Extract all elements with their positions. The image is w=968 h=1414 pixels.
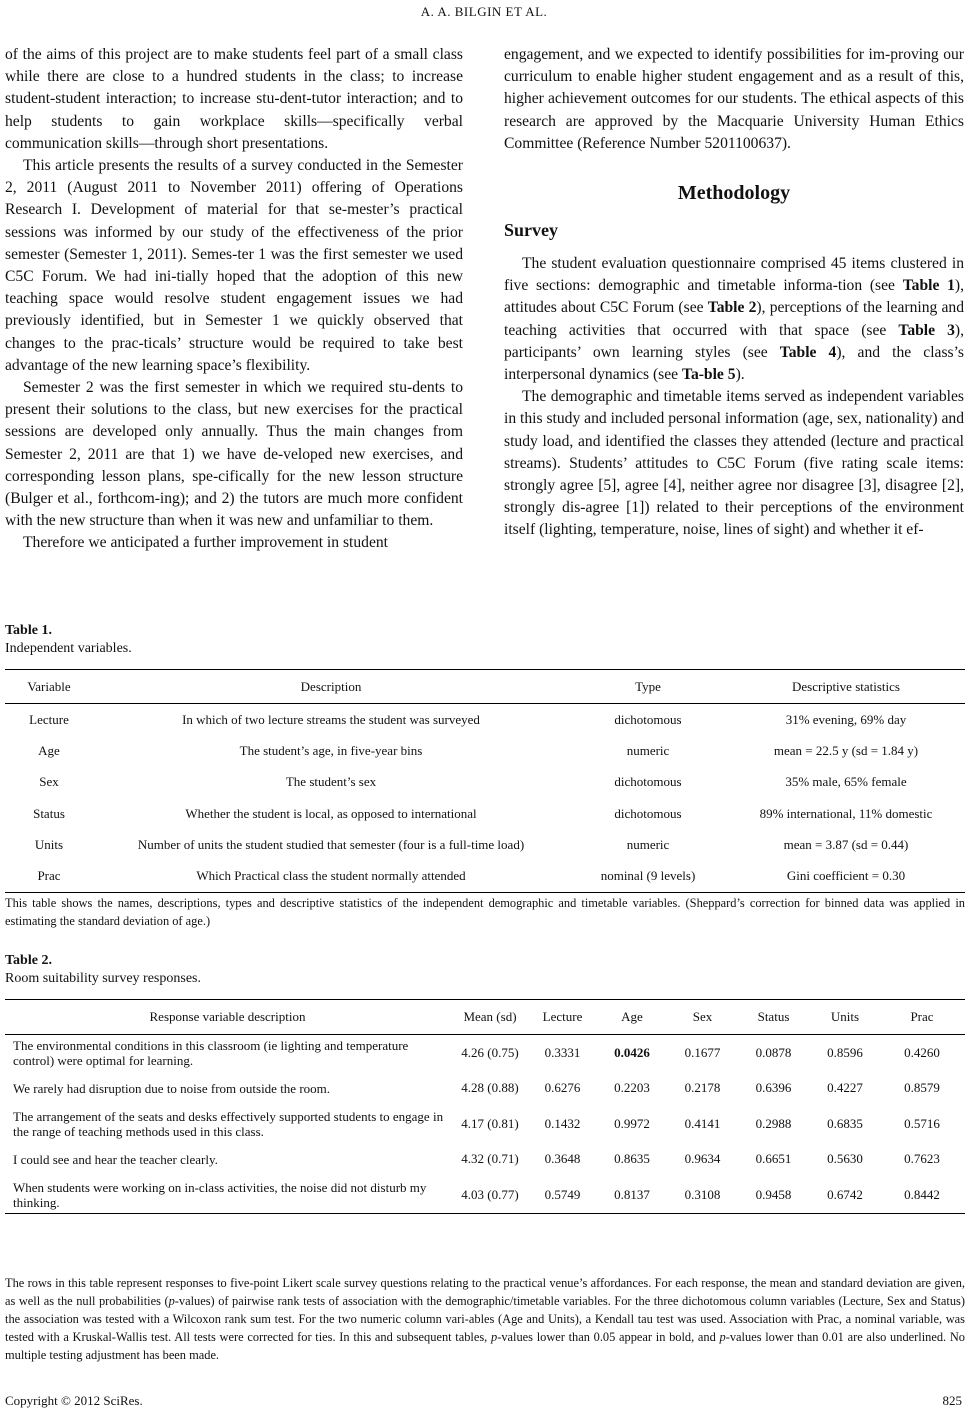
p-symbol: p (491, 1330, 498, 1344)
table-cell: Whether the student is local, as opposed to international (185, 805, 477, 821)
p-symbol: p (168, 1294, 175, 1308)
table1-label: Table 1. (5, 623, 52, 638)
footer-page-number: 825 (942, 1393, 962, 1408)
table-cell: 0.0878 (755, 1044, 792, 1060)
right-column (504, 44, 964, 542)
table-cell: 0.3648 (544, 1151, 581, 1167)
response-description: When students were working on in-class activities, the noise did not disturb my thinking. (5, 1177, 450, 1213)
table-cell: 0.2203 (614, 1080, 650, 1096)
text-span: ). (735, 366, 745, 384)
text-span: The student evaluation questionnaire comprised 45 items clustered in five sections: demographic and timetable informa-tion (see (504, 255, 964, 295)
text-span: ), attitudes about C5C Forum (see (504, 277, 964, 317)
table-row (5, 860, 965, 892)
text-span: -values lower than 0.05 appear in bold, and (497, 1330, 720, 1344)
column-header: Mean (sd) (450, 1000, 530, 1035)
table-cell: 0.4260 (904, 1044, 940, 1060)
table-ref: Table 2 (707, 299, 757, 317)
table1-caption (5, 622, 132, 658)
response-description: We rarely had disruption due to noise from outside the room. (13, 1080, 331, 1096)
table-cell: 0.3108 (669, 1177, 736, 1213)
p-symbol: p (719, 1330, 726, 1344)
table-cell: 0.9972 (614, 1115, 650, 1131)
table-cell: 0.9458 (736, 1177, 811, 1213)
table-cell: 0.5630 (827, 1151, 863, 1167)
table-cell: 89% international, 11% domestic (759, 805, 933, 821)
table1-note: This table shows the names, descriptions, types and descriptive statistics of the independent demographic and timetable variables. (Sheppard’s correction for binned data was applied in estimating the standard deviation of age.) (5, 896, 965, 928)
response-description: I could see and hear the teacher clearly. (13, 1151, 218, 1167)
table-cell: dichotomous (614, 774, 682, 790)
section-title: Methodology (677, 182, 791, 205)
body-paragraph (504, 253, 964, 386)
table-cell: 4.17 (0.81) (461, 1115, 519, 1131)
table-cell: 0.6742 (811, 1177, 879, 1213)
body-paragraph: This article presents the results of a survey conducted in the Semester 2, 2011 (August 2011 to November 2011) offering of Operations Research I. Development of material for that se-mester’s practical sessions was informed by our study of the effectiveness of the prior semester (Semester 1, 2011). Semes-ter 1 was the first semester we used C5C Forum. We had ini-tially hoped that the adoption of this new teaching space would resolve student engagement issues we had previously identified, but in Semester 1 we quickly observed that changes to the prac-ticals’ structure would be required to take best advantage of the new learning space’s flexibility. (5, 157, 463, 374)
column-header: Age (595, 1000, 669, 1035)
response-description: The arrangement of the seats and desks effectively supported students to engage in the range of teaching methods used in this class. (13, 1108, 444, 1139)
column-header: Sex (669, 1000, 736, 1035)
table-cell: The student’s age, in five-year bins (239, 742, 423, 758)
table-cell: Gini coefficient = 0.30 (727, 860, 965, 892)
column-header: Status (736, 1000, 811, 1035)
column-header: Lecture (530, 1000, 595, 1035)
table-row (5, 1106, 965, 1142)
table2-title: Room suitability survey responses. (5, 971, 201, 986)
table-cell: Lecture (29, 711, 69, 727)
table-cell: 0.6276 (544, 1080, 581, 1096)
left-column (5, 44, 463, 555)
table-ref: Table 3 (898, 321, 955, 339)
response-description: The environmental conditions in this classroom (ie lighting and temperature control) were optimal for learning. (13, 1037, 409, 1068)
table-cell: mean = 3.87 (sd = 0.44) (783, 836, 909, 852)
table-cell: 0.8635 (614, 1151, 650, 1167)
table-ref: Ta-ble 5 (681, 366, 736, 384)
text-span: ), perceptions of the learning and teaching activities that occurred with that space (see (504, 299, 964, 339)
table2 (5, 999, 965, 1214)
table-row (5, 704, 965, 736)
table-row (5, 767, 965, 798)
table-cell: 0.5716 (904, 1115, 940, 1131)
table1 (5, 669, 965, 893)
table-cell: dichotomous (614, 805, 682, 821)
text-span: -values lower than 0.01 are also underlined. No multiple testing adjustment has been made. (5, 1330, 965, 1362)
column-header: Description (93, 670, 569, 704)
table-cell: numeric (626, 836, 670, 852)
body-paragraph: Therefore we anticipated a further improvement in student (23, 534, 389, 552)
table-cell: 0.6835 (827, 1115, 863, 1131)
table-row (5, 1142, 965, 1178)
table2-label: Table 2. (5, 953, 52, 968)
table-cell: nominal (9 levels) (569, 860, 727, 892)
table-cell: 35% male, 65% female (785, 774, 907, 790)
footer-copyright: Copyright © 2012 SciRes. (5, 1393, 143, 1408)
table-ref: Table 4 (779, 343, 837, 361)
table-cell: 0.1432 (544, 1115, 581, 1131)
table-cell: Number of units the student studied that semester (four is a full-time load) (137, 836, 525, 852)
table-cell: Status (33, 805, 65, 821)
table-cell: 0.8137 (595, 1177, 669, 1213)
table1-title: Independent variables. (5, 641, 132, 656)
table-row (5, 829, 965, 860)
table-cell: 0.6396 (755, 1080, 792, 1096)
body-paragraph: Semester 2 was the first semester in which we required stu-dents to present their solutions to the class, but new exercises for the practical sessions are developed only annually. Thus the main changes from Semester 2, 2011 are that 1) we have de-veloped new exercises, and corresponding lesson plans, spe-cifically for the new lesson structure (Bulger et al., forthcom-ing); and 2) the tutors are much more confident with the new structure than when it was new and unfamiliar to them. (5, 379, 463, 530)
table-cell: The student’s sex (285, 774, 377, 790)
table-cell: 0.0426 (614, 1044, 650, 1060)
table-row (5, 1071, 965, 1107)
table-cell: dichotomous (614, 711, 682, 727)
table-cell: Prac (5, 860, 93, 892)
table-cell: 0.1677 (684, 1044, 721, 1060)
table2-note (5, 1274, 965, 1364)
table-cell: Units (34, 836, 64, 852)
text-span: ), participants’ own learning styles (see (504, 321, 965, 361)
table-cell: Sex (39, 774, 59, 790)
table2-caption (5, 952, 201, 988)
column-header: Descriptive statistics (727, 670, 965, 704)
table-cell: 0.7623 (904, 1151, 940, 1167)
table-cell: 0.5749 (530, 1177, 595, 1213)
table-cell: numeric (626, 742, 670, 758)
table-row (5, 1035, 965, 1071)
table-cell: 4.32 (0.71) (461, 1151, 519, 1167)
table-cell: 4.28 (0.88) (461, 1080, 519, 1096)
table-cell: 0.2988 (755, 1115, 792, 1131)
table-cell: 0.4227 (827, 1080, 863, 1096)
subsection-title: Survey (504, 220, 558, 241)
text-span: ), and the class’s interpersonal dynamics (see (504, 343, 964, 384)
table-cell: 0.8579 (904, 1080, 940, 1096)
body-paragraph: of the aims of this project are to make students feel part of a small class while there are close to a hundred students in the class; to increase student-student interaction; to increase stu-dent-tutor interaction; and to help students to gain workplace skills—specifically verbal communication skills—through short presentations. (5, 46, 463, 152)
text-span: The rows in this table represent responses to five-point Likert scale survey questions relating to the practical venue’s affordances. For each response, the mean and standard deviation are given, as well as the null probabilities ( (5, 1276, 965, 1308)
table-cell: 0.6651 (755, 1151, 792, 1167)
table-row (5, 1177, 965, 1213)
table-cell: mean = 22.5 y (sd = 1.84 y) (773, 742, 919, 758)
running-header: A. A. BILGIN ET AL. (420, 4, 548, 19)
table-ref: Table 1 (902, 277, 955, 295)
table-cell: 0.3331 (544, 1044, 581, 1060)
column-header: Prac (879, 1000, 965, 1035)
table-cell: 0.8442 (879, 1177, 965, 1213)
table-cell: 31% evening, 69% day (785, 711, 907, 727)
table-row (5, 735, 965, 766)
body-paragraph: The demographic and timetable items served as independent variables in this study and included personal information (age, sex, nationality) and study load, and identified the classes they attended (lecture and practical streams). Students’ attitudes to C5C Forum (five rating scale items: strongly agree [5], agree [4], neither agree nor disagree [3], disagree [2], strongly dis-agree [1]) related to their perceptions of the environment itself (lighting, temperature, noise, lines of sight) and whether it ef- (504, 388, 964, 539)
table-header-row (5, 670, 965, 704)
table-cell: 0.8596 (827, 1044, 863, 1060)
table-cell: In which of two lecture streams the student was surveyed (182, 711, 480, 727)
table-row (5, 798, 965, 829)
column-header: Variable (5, 670, 93, 704)
table-cell: 0.9634 (684, 1151, 721, 1167)
body-paragraph: engagement, and we expected to identify possibilities for im-proving our curriculum to enable higher student engagement and as a result of this, higher achievement outcomes for our students. The ethical aspects of this research are approved by the Macquarie University Human Ethics Committee (Reference Number 5201100637). (504, 46, 964, 152)
column-header: Type (569, 670, 727, 704)
table-cell: 0.2178 (684, 1080, 721, 1096)
table-cell: Age (38, 742, 60, 758)
table-header-row (5, 1000, 965, 1035)
column-header: Units (811, 1000, 879, 1035)
table-cell: 4.03 (0.77) (450, 1177, 530, 1213)
column-header: Response variable description (5, 1000, 450, 1035)
table-cell: 0.4141 (684, 1115, 721, 1131)
table-cell: Which Practical class the student normally attended (93, 860, 569, 892)
table-cell: 4.26 (0.75) (461, 1044, 519, 1060)
text-span: -values) of pairwise rank tests of association with the demographic/timetable variables. For the three dichotomous column variables (Lecture, Sex and Status) the association was tested with a Wilcoxon rank sum test. For the two numeric column vari-ables (Age and Units), a Kendall tau test was used. Association with Prac, a nominal variable, was tested with a Kruskal-Wallis test. All tests were corrected for ties. In this and subsequent tables, (5, 1294, 965, 1344)
